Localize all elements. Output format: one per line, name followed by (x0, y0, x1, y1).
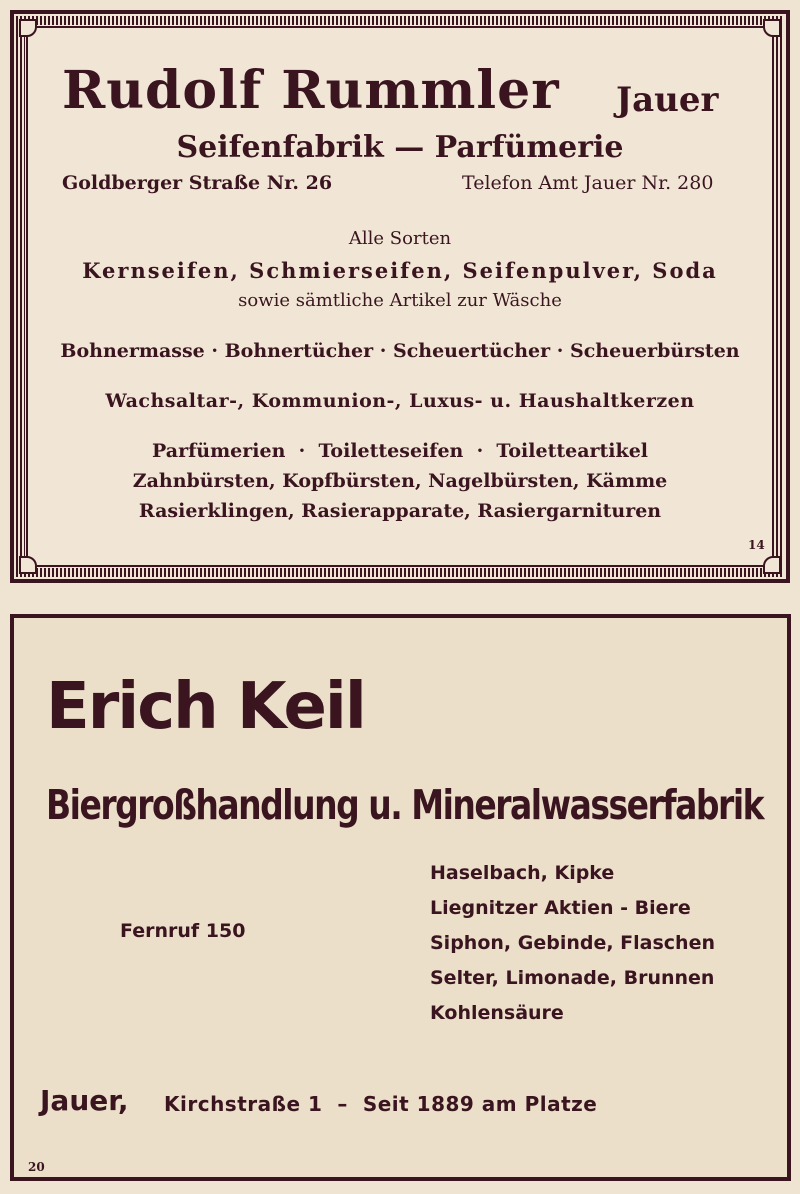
list-item: Kohlensäure (430, 1002, 564, 1024)
candles-line: Wachsaltar-, Kommunion-, Luxus- u. Haushaltkerzen (105, 390, 695, 412)
address: Kirchstraße 1 – Seit 1889 am Platze (164, 1092, 598, 1116)
page-number: 14 (748, 538, 765, 552)
product-list (430, 862, 715, 1037)
ad-rummler (10, 10, 790, 583)
list-item: Liegnitzer Aktien - Biere (430, 897, 691, 919)
corner-ornament (763, 19, 781, 37)
list-item: Selter, Limonade, Brunnen (430, 967, 715, 989)
trade-heading: Biergroßhandlung u. Mineralwasserfabrik (46, 780, 764, 829)
company-city: Jauer (616, 80, 719, 120)
cleaning-line: Bohnermasse · Bohnertücher · Scheuertücher · Scheuerbürsten (60, 340, 740, 362)
corner-ornament (19, 556, 37, 574)
intro-text: Alle Sorten (348, 228, 452, 249)
trade-heading: Seifenfabrik — Parfümerie (176, 130, 624, 165)
list-item: Haselbach, Kipke (430, 862, 615, 884)
products-sub: sowie sämtliche Artikel zur Wäsche (238, 290, 562, 311)
list-item: Siphon, Gebinde, Flaschen (430, 932, 715, 954)
brushes-line: Zahnbürsten, Kopfbürsten, Nagelbürsten, Kämme (132, 470, 668, 492)
corner-ornament (763, 556, 781, 574)
perfume-line: Parfümerien · Toiletteseifen · Toiletteartikel (151, 440, 648, 462)
page-number: 20 (28, 1160, 45, 1174)
phone: Fernruf 150 (120, 920, 246, 942)
city: Jauer, (40, 1084, 129, 1117)
products-main: Kernseifen, Schmierseifen, Seifenpulver, Soda (82, 258, 718, 283)
address: Goldberger Straße Nr. 26 (62, 172, 333, 194)
phone: Telefon Amt Jauer Nr. 280 (462, 172, 714, 194)
company-name: Rudolf Rummler (62, 60, 560, 121)
ad-keil (10, 614, 791, 1181)
razors-line: Rasierklingen, Rasierapparate, Rasiergarnituren (138, 500, 662, 522)
corner-ornament (19, 19, 37, 37)
company-name: Erich Keil (46, 670, 365, 744)
